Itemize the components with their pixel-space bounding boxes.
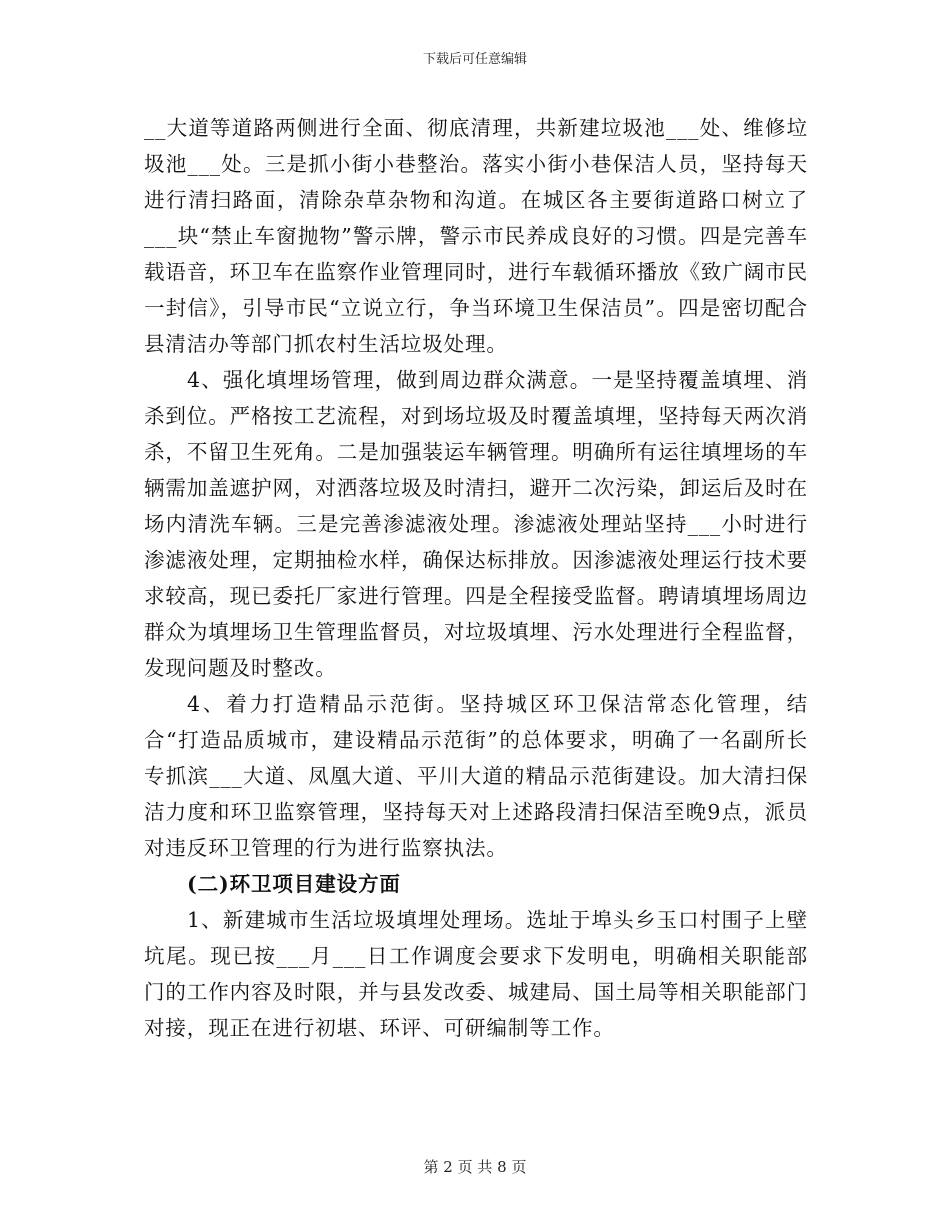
section-heading: (二)环卫项目建设方面 <box>187 872 401 896</box>
paragraph-model-street: 4、着力打造精品示范街。坚持城区环卫保洁常态化管理，结合“打造品质城市，建设精品示范街”的总体要求，明确了一名副所长专抓滨___大道、凤凰大道、平川大道的精品示范街建设。加大清扫保洁力度和环卫监察管理，坚持每天对上述路段清扫保洁至晚9点，派员对违反环卫管理的行为进行监察执法。 <box>144 692 808 860</box>
document-body <box>144 110 808 1046</box>
page-footer: 第 2 页 共 8 页 <box>423 1158 527 1176</box>
paragraph-continuation: __大道等道路两侧进行全面、彻底清理，共新建垃圾池___处、维修垃圾池___处。三是抓小街小巷整治。落实小街小巷保洁人员，坚持每天进行清扫路面，清除杂草杂物和沟道。在城区各主要街道路口树立了___块“禁止车窗抛物”警示牌，警示市民养成良好的习惯。四是完善车载语音，环卫车在监察作业管理同时，进行车载循环播放《致广阔市民一封信》，引导市民“立说立行，争当环境卫生保洁员”。四是密切配合县清洁办等部门抓农村生活垃圾处理。 <box>144 116 808 356</box>
paragraph-new-landfill: 1、新建城市生活垃圾填埋处理场。选址于埠头乡玉口村围子上壁坑尾。现已按___月___日工作调度会要求下发明电，明确相关职能部门的工作内容及时限，并与县发改委、城建局、国土局等相关职能部门对接，现正在进行初堪、环评、可研编制等工作。 <box>144 908 808 1040</box>
page-header: 下载后可任意编辑 <box>422 52 527 67</box>
paragraph-landfill-management: 4、强化填埋场管理，做到周边群众满意。一是坚持覆盖填埋、消杀到位。严格按工艺流程，对到场垃圾及时覆盖填埋，坚持每天两次消杀，不留卫生死角。二是加强装运车辆管理。明确所有运往填埋场的车辆需加盖遮护网，对洒落垃圾及时清扫，避开二次污染，卸运后及时在场内清洗车辆。三是完善渗滤液处理。渗滤液处理站坚持___小时进行渗滤液处理，定期抽检水样，确保达标排放。因渗滤液处理运行技术要求较高，现已委托厂家进行管理。四是全程接受监督。聘请填埋场周边群众为填埋场卫生管理监督员，对垃圾填埋、污水处理进行全程监督，发现问题及时整改。 <box>144 368 808 680</box>
